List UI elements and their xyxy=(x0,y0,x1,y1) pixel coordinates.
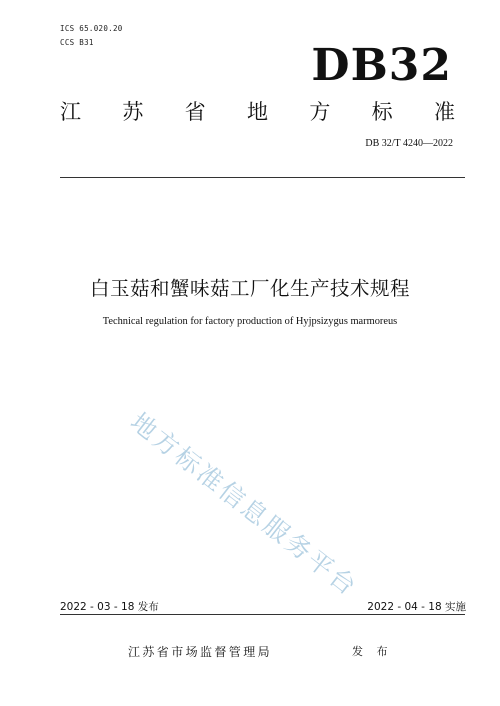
issuing-authority: 江苏省市场监督管理局 xyxy=(128,645,273,659)
document-title-english: Technical regulation for factory production of Hyjpsizygus marmoreus xyxy=(102,316,398,327)
standard-number: DB 32/T 4240—2022 xyxy=(365,138,453,149)
header-divider xyxy=(60,177,465,178)
watermark-text: 地方标准信息服务平台 xyxy=(125,406,364,603)
standard-type-char: 地 xyxy=(246,100,268,124)
ccs-code: CCS B31 xyxy=(60,38,94,47)
issue-label: 发 布 xyxy=(352,645,393,658)
db-code: DB32 xyxy=(311,40,452,91)
standard-type-char: 江 xyxy=(60,100,81,124)
standard-type-title xyxy=(60,96,455,126)
standard-type-char: 方 xyxy=(309,100,331,124)
standard-type-char: 标 xyxy=(371,100,393,124)
release-date: 2022 - 03 - 18 发布 xyxy=(60,601,159,613)
ics-code: ICS 65.020.20 xyxy=(60,24,123,33)
document-title-chinese: 白玉菇和蟹味菇工厂化生产技术规程 xyxy=(89,277,410,300)
footer-divider xyxy=(60,614,465,615)
standard-type-char: 省 xyxy=(184,100,206,124)
standard-type-char: 准 xyxy=(433,100,455,124)
standard-type-char: 苏 xyxy=(122,100,144,124)
implementation-date: 2022 - 04 - 18 实施 xyxy=(367,601,466,613)
